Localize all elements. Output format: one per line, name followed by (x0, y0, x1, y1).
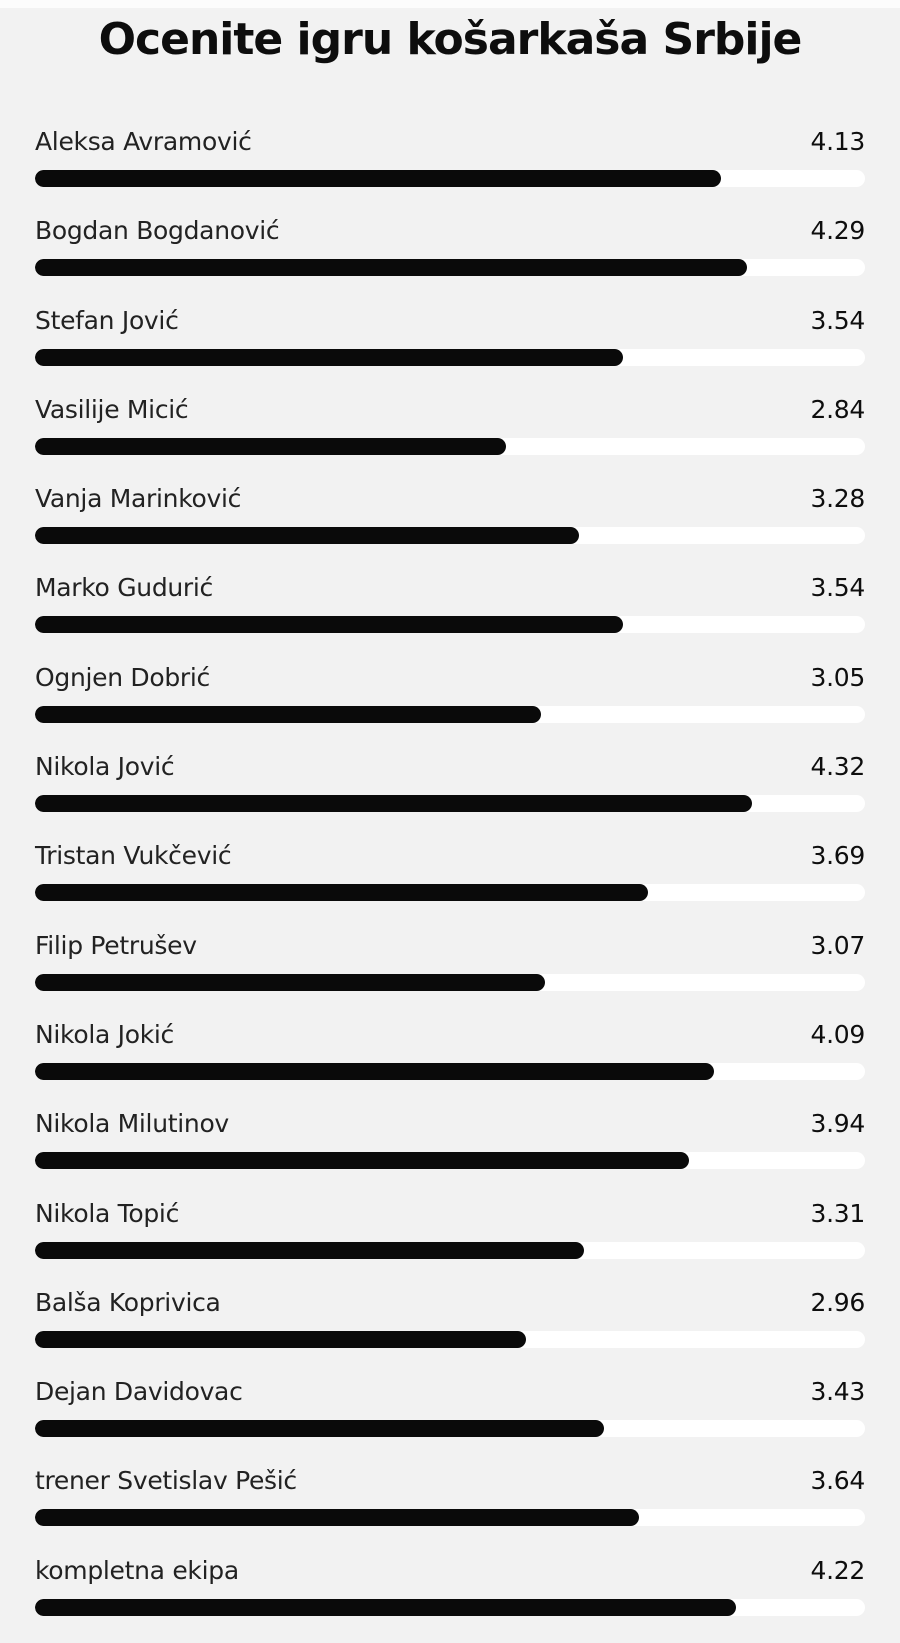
rating-bar-track[interactable] (35, 438, 865, 455)
player-rating-value: 4.32 (810, 752, 865, 782)
rating-row-head (35, 1107, 865, 1140)
player-name: Balša Koprivica (35, 1287, 221, 1317)
rating-row-head (35, 125, 865, 158)
rating-bar-track[interactable] (35, 795, 865, 812)
rating-row-head (35, 1286, 865, 1319)
player-name: Ognjen Dobrić (35, 662, 210, 692)
ratings-list (0, 66, 900, 1643)
player-name: Filip Petrušev (35, 930, 197, 960)
player-name: Stefan Jović (35, 305, 179, 335)
player-rating-value: 3.43 (810, 1377, 865, 1407)
player-name: Nikola Topić (35, 1198, 180, 1228)
player-name: Aleksa Avramović (35, 127, 252, 156)
rating-bar-fill (35, 1331, 526, 1348)
player-rating-value: 3.28 (810, 484, 865, 514)
rating-bar-fill (35, 1152, 689, 1169)
rating-row (35, 125, 865, 214)
rating-row (35, 929, 865, 1018)
rating-row (35, 1464, 865, 1553)
rating-bar-fill (35, 1509, 639, 1526)
rating-bar-track[interactable] (35, 1331, 865, 1348)
player-rating-value: 4.13 (810, 127, 865, 156)
player-rating-value: 3.07 (810, 930, 865, 960)
rating-bar-track[interactable] (35, 1242, 865, 1259)
rating-bar-track[interactable] (35, 349, 865, 366)
rating-row (35, 1197, 865, 1286)
rating-bar-fill (35, 1599, 736, 1616)
player-rating-value: 3.64 (810, 1466, 865, 1496)
rating-bar-track[interactable] (35, 884, 865, 901)
rating-row-head (35, 1375, 865, 1408)
player-name: Nikola Jokić (35, 1019, 174, 1049)
rating-bar-fill (35, 974, 545, 991)
player-name: Nikola Milutinov (35, 1109, 229, 1139)
rating-bar-track[interactable] (35, 170, 865, 187)
player-name: Bogdan Bogdanović (35, 216, 280, 246)
rating-row-head (35, 750, 865, 783)
rating-bar-track[interactable] (35, 259, 865, 276)
rating-row (35, 214, 865, 303)
rating-bar-fill (35, 438, 506, 455)
rating-row-head (35, 571, 865, 604)
player-rating-value: 3.05 (810, 662, 865, 692)
rating-bar-track[interactable] (35, 1509, 865, 1526)
player-rating-value: 3.54 (810, 573, 865, 603)
rating-bar-fill (35, 349, 623, 366)
rating-bar-fill (35, 527, 579, 544)
player-name: Nikola Jović (35, 752, 175, 782)
rating-bar-fill (35, 884, 648, 901)
rating-bar-fill (35, 259, 747, 276)
player-name: kompletna ekipa (35, 1555, 239, 1585)
player-name: Tristan Vukčević (35, 841, 232, 871)
rating-row (35, 1375, 865, 1464)
rating-bar-fill (35, 170, 721, 187)
player-rating-value: 4.29 (810, 216, 865, 246)
rating-row (35, 304, 865, 393)
player-name: Dejan Davidovac (35, 1377, 243, 1407)
rating-bar-track[interactable] (35, 706, 865, 723)
rating-bar-fill (35, 1420, 604, 1437)
rating-bar-track[interactable] (35, 616, 865, 633)
rating-bar-track[interactable] (35, 1152, 865, 1169)
rating-bar-track[interactable] (35, 527, 865, 544)
rating-row (35, 571, 865, 660)
player-rating-value: 3.31 (810, 1198, 865, 1228)
page-title: Ocenite igru košarkaša Srbije (98, 14, 802, 65)
rating-row (35, 839, 865, 928)
rating-row (35, 750, 865, 839)
rating-bar-track[interactable] (35, 974, 865, 991)
rating-row-head (35, 304, 865, 337)
rating-row (35, 482, 865, 571)
player-name: Marko Gudurić (35, 573, 213, 603)
rating-row-head (35, 1018, 865, 1051)
rating-row-head (35, 1464, 865, 1497)
rating-row-head (35, 214, 865, 247)
rating-row (35, 1286, 865, 1375)
rating-row-head (35, 482, 865, 515)
player-name: trener Svetislav Pešić (35, 1466, 297, 1496)
rating-row-head (35, 1197, 865, 1230)
rating-bar-fill (35, 616, 623, 633)
player-rating-value: 3.94 (810, 1109, 865, 1139)
player-rating-value: 3.69 (810, 841, 865, 871)
rating-row (35, 1554, 865, 1643)
player-rating-value: 2.96 (810, 1287, 865, 1317)
rating-bar-fill (35, 1242, 584, 1259)
rating-bar-fill (35, 795, 752, 812)
rating-bar-track[interactable] (35, 1420, 865, 1437)
top-strip (0, 0, 900, 8)
player-name: Vanja Marinković (35, 484, 242, 514)
player-rating-value: 3.54 (810, 305, 865, 335)
rating-row-head (35, 393, 865, 426)
rating-row (35, 1018, 865, 1107)
rating-bar-fill (35, 1063, 714, 1080)
rating-row (35, 393, 865, 482)
rating-bar-fill (35, 706, 541, 723)
rating-row (35, 1107, 865, 1196)
rating-bar-track[interactable] (35, 1063, 865, 1080)
rating-row-head (35, 661, 865, 694)
player-name: Vasilije Micić (35, 394, 189, 424)
rating-bar-track[interactable] (35, 1599, 865, 1616)
rating-row-head (35, 839, 865, 872)
player-rating-value: 4.09 (810, 1019, 865, 1049)
rating-row-head (35, 929, 865, 962)
player-rating-value: 2.84 (810, 394, 865, 424)
rating-row (35, 661, 865, 750)
player-rating-value: 4.22 (810, 1555, 865, 1585)
rating-row-head (35, 1554, 865, 1587)
